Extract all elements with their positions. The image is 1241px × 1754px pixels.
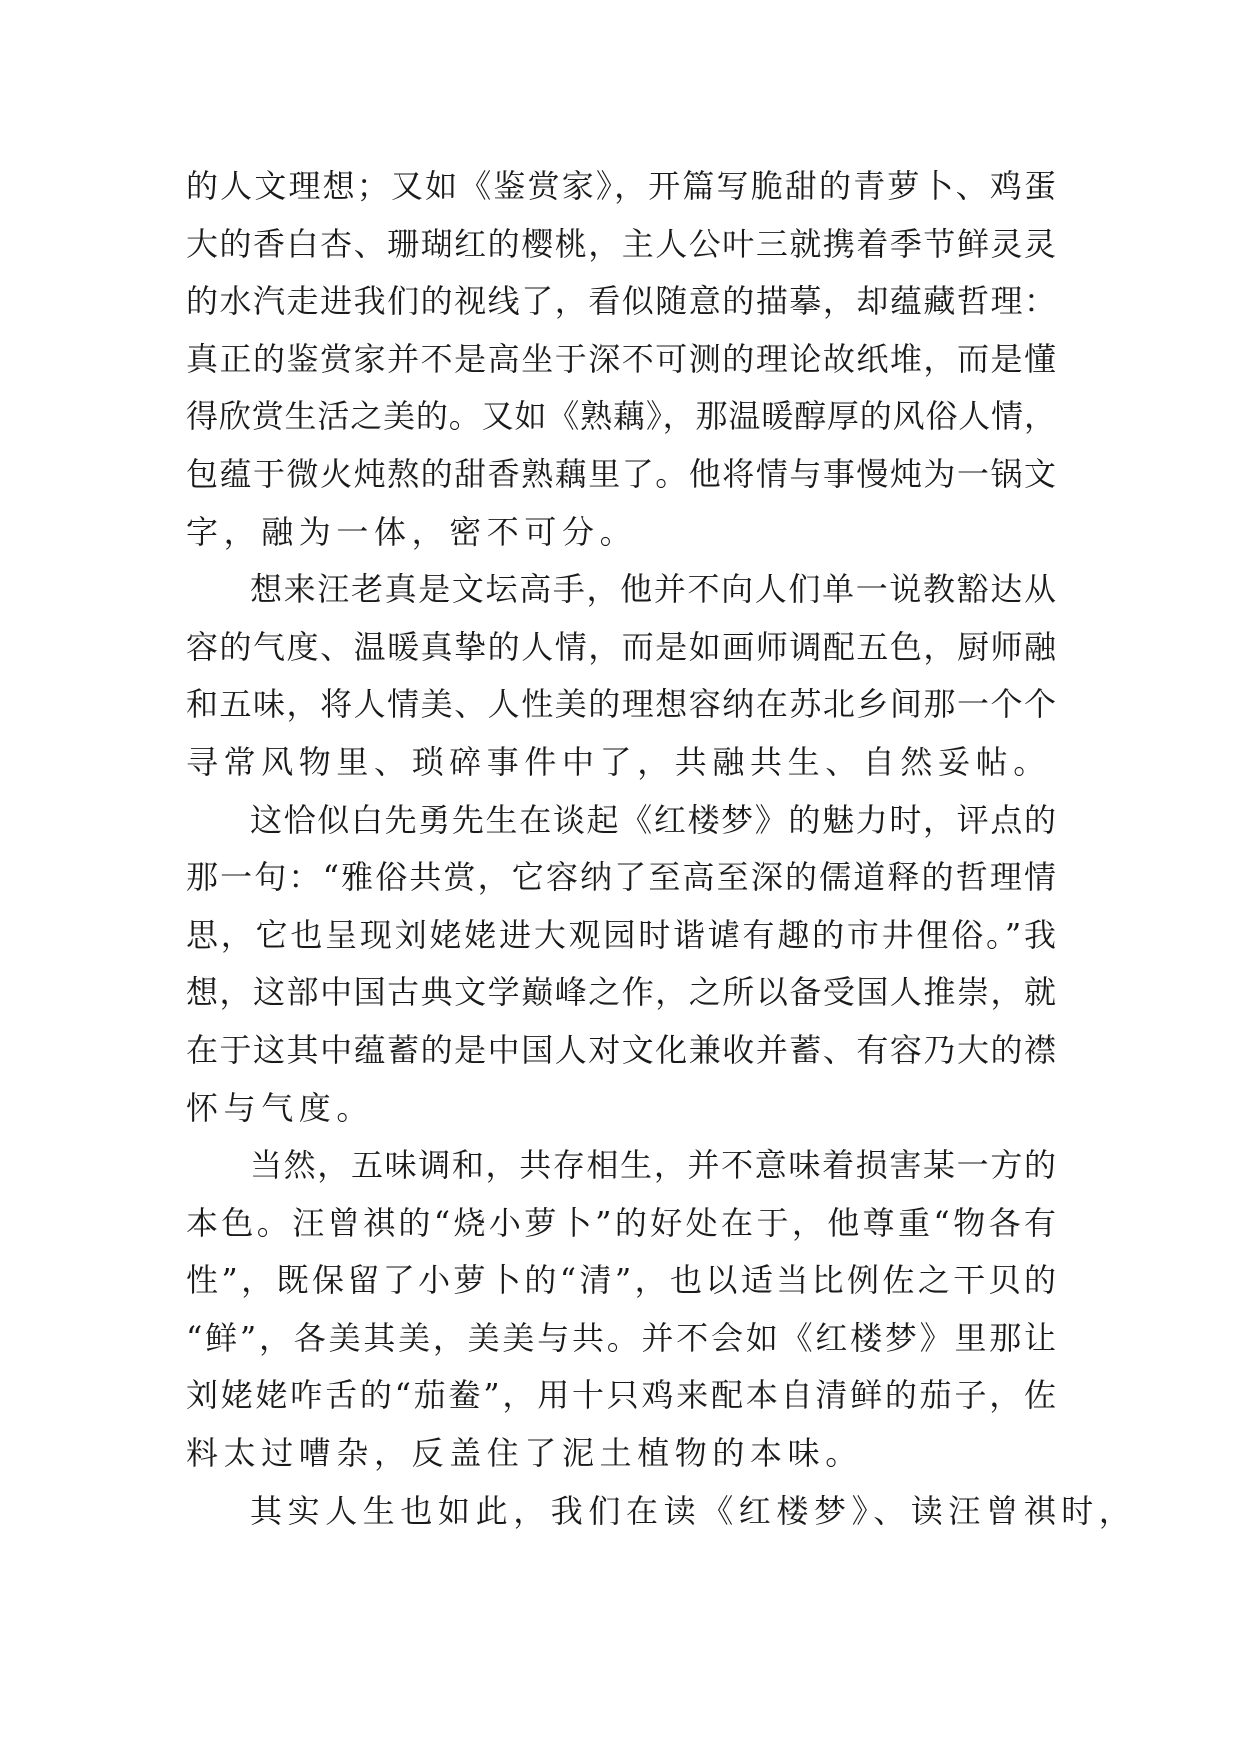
text-line: 字，融为一体，密不可分。 (186, 512, 638, 551)
text-line: “鲜”，各美其美，美美与共。并不会如《红楼梦》里那让 (186, 1318, 1056, 1357)
text-line: 包蕴于微火炖熬的甜香熟藕里了。他将情与事慢炖为一锅文 (186, 454, 1056, 493)
text-line: 大的香白杏、珊瑚红的樱桃，主人公叶三就携着季节鲜灵灵 (186, 224, 1056, 263)
text-line: 性”，既保留了小萝卜的“清”，也以适当比例佐之干贝的 (186, 1261, 1056, 1300)
document-body (186, 158, 1137, 1540)
text-line: 得欣赏生活之美的。又如《熟藕》，那温暖醇厚的风俗人情， (186, 397, 1056, 436)
text-line: 刘姥姥咋舌的“茄鲞”，用十只鸡来配本自清鲜的茄子，佐 (186, 1376, 1056, 1415)
text-line: 这恰似白先勇先生在谈起《红楼梦》的魅力时，评点的 (250, 800, 1056, 839)
text-line: 怀与气度。 (186, 1088, 375, 1127)
text-line: 想，这部中国古典文学巅峰之作，之所以备受国人推崇，就 (186, 973, 1056, 1012)
text-line: 的水汽走进我们的视线了，看似随意的描摹，却蕴藏哲理： (186, 282, 1056, 321)
text-line: 当然，五味调和，共存相生，并不意味着损害某一方的 (250, 1146, 1056, 1185)
text-line: 在于这其中蕴蓄的是中国人对文化兼收并蓄、有容乃大的襟 (186, 1030, 1056, 1069)
text-line: 料太过嘈杂，反盖住了泥土植物的本味。 (186, 1434, 863, 1473)
text-line: 真正的鉴赏家并不是高坐于深不可测的理论故纸堆，而是懂 (186, 339, 1056, 378)
text-line: 寻常风物里、琐碎事件中了，共融共生、自然妥帖。 (186, 742, 1051, 781)
text-line: 思，它也呈现刘姥姥进大观园时谐谑有趣的市井俚俗。”我 (186, 915, 1056, 954)
text-line: 想来汪老真是文坛高手，他并不向人们单一说教豁达从 (250, 570, 1056, 609)
text-line: 容的气度、温暖真挚的人情，而是如画师调配五色，厨师融 (186, 627, 1056, 666)
text-line: 其实人生也如此，我们在读《红楼梦》、读汪曾祺时， (250, 1491, 1137, 1530)
text-line: 本色。汪曾祺的“烧小萝卜”的好处在于，他尊重“物各有 (186, 1203, 1056, 1242)
text-line: 和五味，将人情美、人性美的理想容纳在苏北乡间那一个个 (186, 685, 1056, 724)
text-line: 的人文理想；又如《鉴赏家》，开篇写脆甜的青萝卜、鸡蛋 (186, 167, 1056, 205)
text-line: 那一句：“雅俗共赏，它容纳了至高至深的儒道释的哲理情 (186, 858, 1056, 897)
